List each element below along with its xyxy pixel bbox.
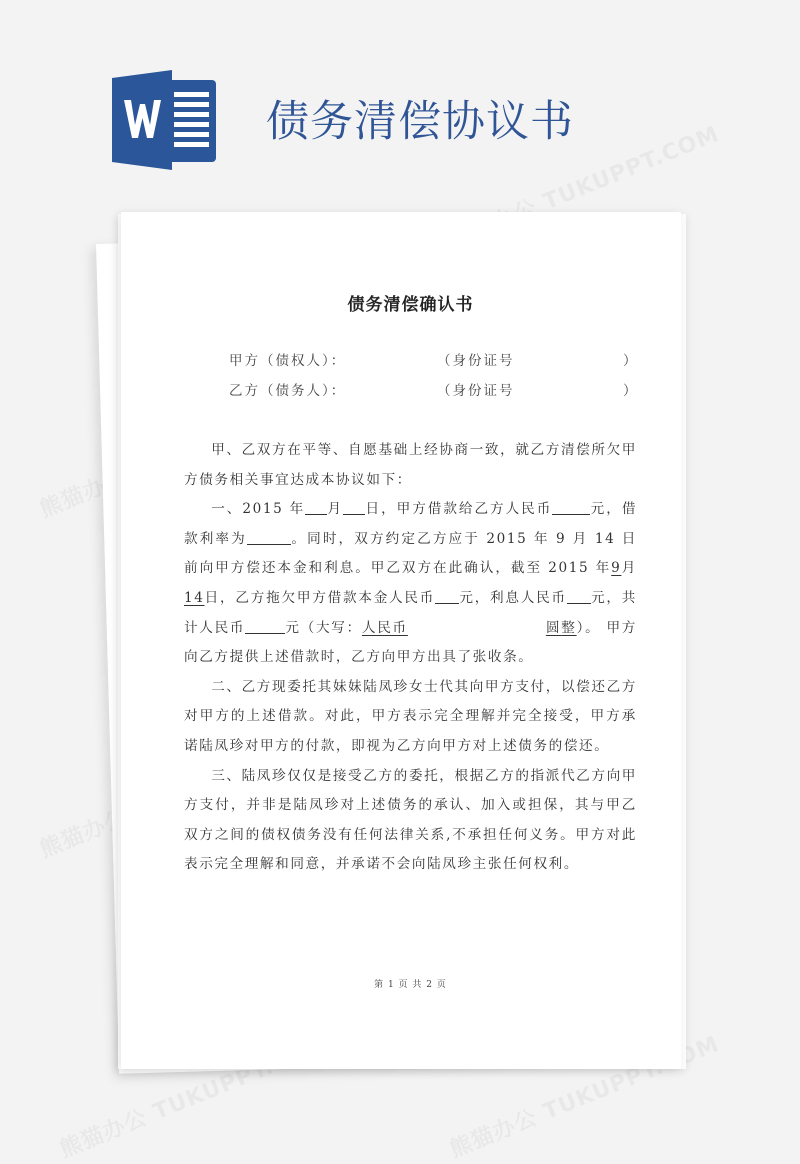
clause-1-text: 日，乙方拖欠甲方借款本金人民币 bbox=[204, 589, 436, 606]
clause-2-paragraph: 二、乙方现委托其妹妹陆凤珍女士代其向甲方支付，以偿还乙方对甲方的上述借款。对此，甲方表示完全理解并完全接受，甲方承诺陆凤珍对甲方的付款，即视为乙方向甲方对上述债务的偿还。 bbox=[184, 678, 637, 754]
party-b-id-close: ） bbox=[623, 383, 639, 399]
clause-1-text: 一、2015 年 bbox=[211, 501, 306, 518]
party-b-id-label: （身份证号 bbox=[437, 383, 515, 399]
party-b-row bbox=[229, 379, 649, 399]
clause-1-text: 月 bbox=[621, 560, 637, 577]
clause-1-text: 元，共计人民币 bbox=[184, 589, 637, 636]
document-page bbox=[121, 212, 681, 1069]
party-a-id-close: ） bbox=[623, 353, 639, 369]
party-b-label: 乙方（债务人）： bbox=[229, 383, 347, 399]
party-a-label: 甲方（债权人）： bbox=[229, 353, 347, 369]
clause-1-text: 元，借款利率为 bbox=[184, 501, 638, 547]
interest-rate-blank[interactable] bbox=[247, 529, 291, 545]
clause-1-text: 。同时，双方约定乙方应于 2015 年 9 月 14 日前向甲方偿还本金和利息。甲乙双方在此确认，截至 2015 年 bbox=[184, 530, 637, 577]
loan-amount-blank[interactable] bbox=[552, 499, 590, 515]
interest-blank[interactable] bbox=[567, 588, 591, 604]
clause-1-text: ）。 甲方向乙方提供上述借款时，乙方向甲方出具了张收条。 bbox=[184, 619, 637, 666]
banner-header bbox=[0, 0, 800, 200]
clause-1-text: 元，利息人民币 bbox=[459, 589, 567, 606]
clause-1-paragraph bbox=[184, 495, 637, 673]
party-a-row bbox=[229, 349, 649, 369]
document-body bbox=[184, 436, 637, 880]
month-blank[interactable] bbox=[305, 499, 327, 515]
confirm-day-value: 14 bbox=[184, 589, 205, 606]
capital-amount-field[interactable] bbox=[362, 620, 577, 636]
intro-paragraph: 甲、乙双方在平等、自愿基础上经协商一致，就乙方清偿所欠甲方债务相关事宜达成本协议如下： bbox=[184, 442, 637, 488]
clause-1-text: 月 bbox=[327, 501, 344, 518]
clause-1-text: 元（大写： bbox=[285, 619, 362, 636]
party-a-id-label: （身份证号 bbox=[437, 353, 515, 369]
clause-1-text: 日，甲方借款给乙方人民币 bbox=[365, 501, 553, 518]
document-title: 债务清偿确认书 bbox=[347, 295, 474, 315]
capital-suffix: 圆 bbox=[545, 619, 562, 636]
capital-prefix: 人民币 bbox=[361, 619, 408, 636]
banner-title: 债务清偿协议书 bbox=[266, 97, 574, 147]
confirm-month-value: 9 bbox=[611, 560, 622, 577]
clause-3-paragraph: 三、陆凤珍仅仅是接受乙方的委托，根据乙方的指派代乙方向甲方支付，并非是陆凤珍对上述债务的承认、加入或担保，其与甲乙双方之间的债权债务没有任何法律关系,不承担任何义务。甲方对此表示完全理解和同意，并承诺不会向陆凤珍主张任何权利。 bbox=[184, 767, 637, 873]
page-number-footer: 第 1 页 共 2 页 bbox=[374, 980, 447, 990]
total-amount-blank[interactable] bbox=[245, 618, 285, 634]
capital-suffix: 整 bbox=[561, 619, 577, 636]
day-blank[interactable] bbox=[343, 499, 365, 515]
word-document-icon bbox=[112, 70, 216, 170]
principal-blank[interactable] bbox=[435, 588, 459, 604]
